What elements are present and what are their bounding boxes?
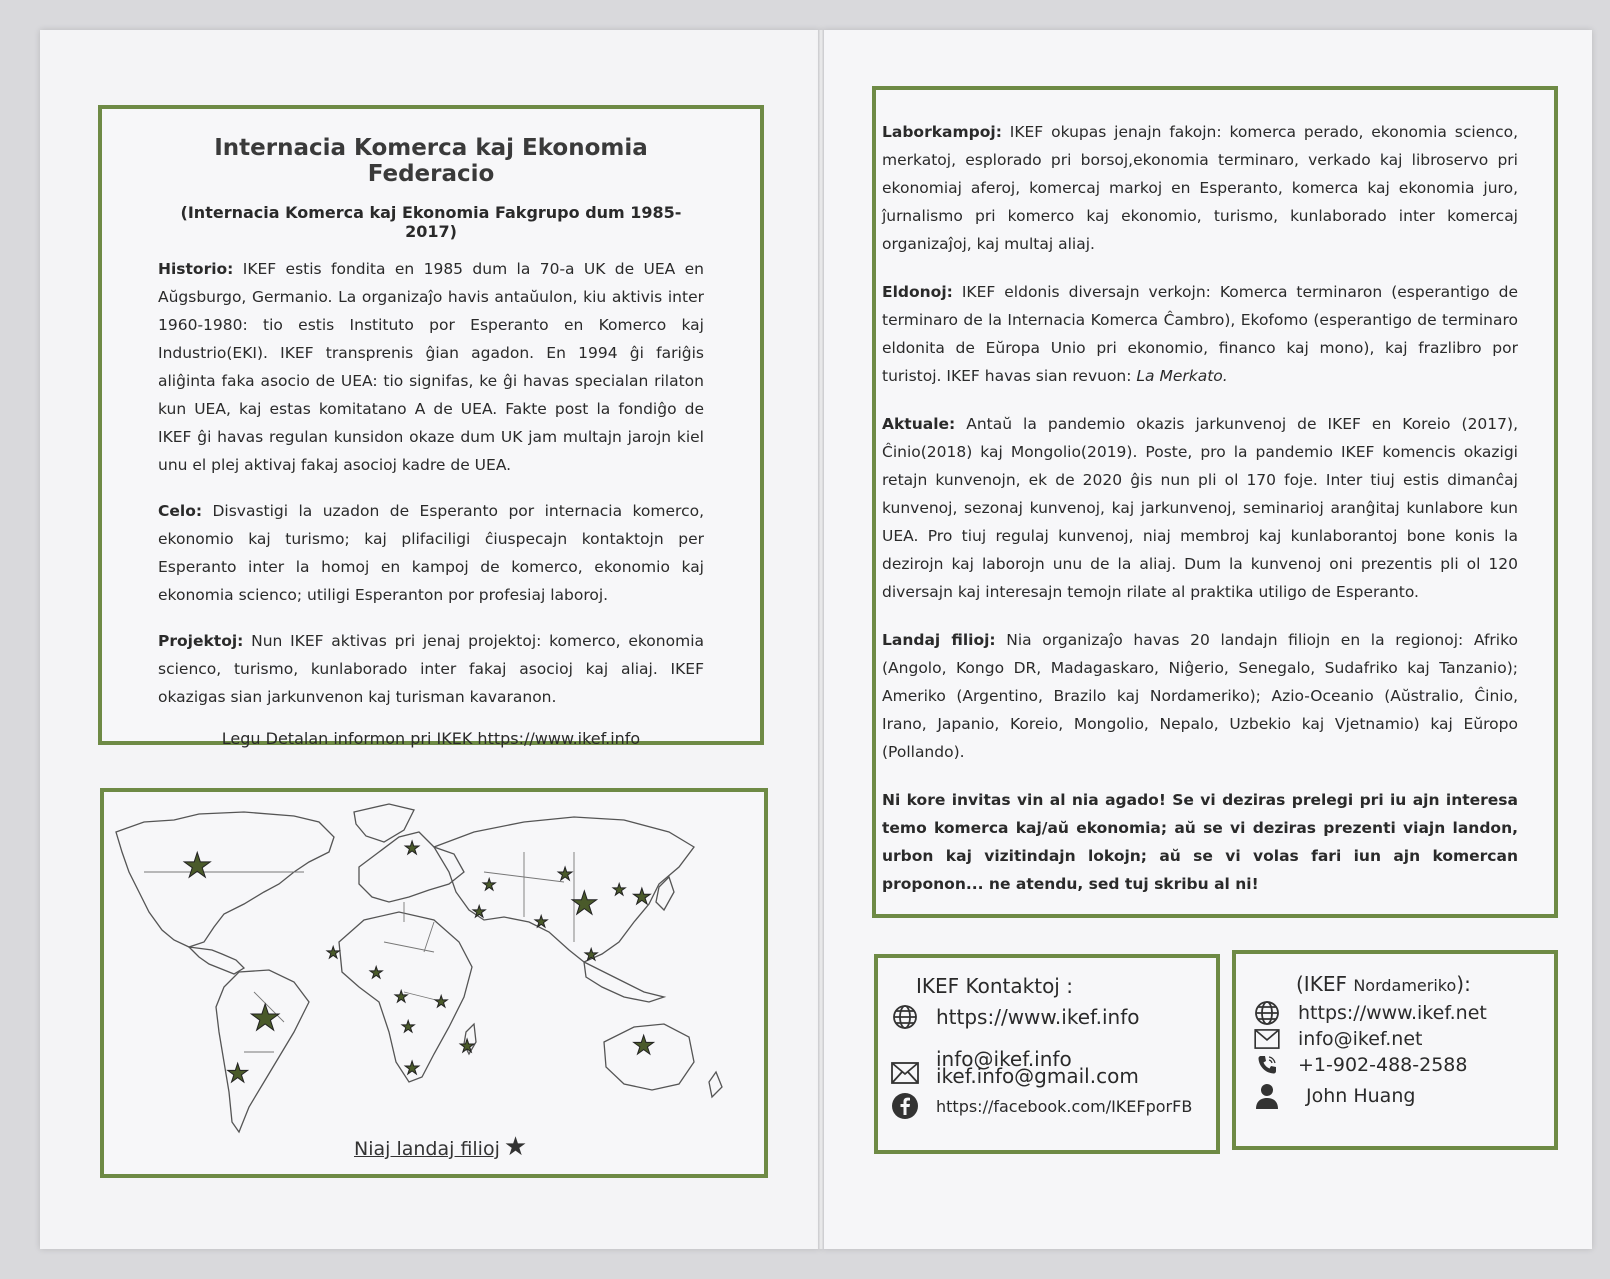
star-tanzania: ★ [434,992,449,1011]
about-title: Internacia Komerca kaj Ekonomia Federacio [214,135,648,187]
star-senegal: ★ [326,943,341,962]
star-icon: ★ [503,1132,528,1162]
projects-text: Nun IKEF aktivas pri jenaj projektoj: komerco, ekonomia scienco, turismo, kunlaborado inter fakaj asocioj kaj aliaj. IKEF okazigas sian jarkunvenon kaj turisman kavaranon. [158,632,704,706]
history-label: Historio: [158,260,234,278]
na-phone[interactable]: +1-902-488-2588 [1298,1054,1468,1076]
about-paragraph-history [158,255,704,479]
contact-email2-row[interactable] [888,1064,1139,1088]
publications-label: Eldonoj: [882,283,953,301]
fields-paragraph-branches [882,626,1518,766]
na-title-end: ): [1456,972,1471,996]
star-madagascar: ★ [459,1036,476,1057]
about-subtitle: (Internacia Komerca kaj Ekonomia Fakgrupo dum 1985-2017) [180,203,682,241]
asia-outline [434,817,694,962]
na-email-row[interactable] [1250,1028,1422,1050]
fields-box [872,86,1558,918]
southeast-asia-outline [584,962,664,1002]
new-zealand-outline [709,1072,722,1097]
na-email[interactable]: info@ikef.net [1298,1028,1423,1050]
contact-facebook[interactable]: https://facebook.com/IKEFporFB [936,1096,1193,1116]
projects-label: Projektoj: [158,632,244,650]
star-north-america: ★ [182,846,213,886]
north-america-box [1232,950,1558,1150]
star-argentina: ★ [226,1059,250,1089]
star-iran: ★ [472,902,487,921]
greenland-outline [354,804,414,842]
star-kongo: ★ [394,987,409,1006]
central-america-outline [189,947,244,974]
current-label: Aktuale: [882,415,956,433]
invitation-text: Ni kore invitas vin al nia agado! Se vi deziras prelegi pri iu ajn interesa temo komerca kaj/aŭ ekonomia; aŭ se vi deziras prezenti viajn landon, urbon kaj vizitindajn lokojn; aŭ se vi volas fari iun ajn komercan proponon... ne atendu, sed tuj skribu al ni! [882,791,1518,893]
about-box [98,105,764,748]
contact-email-1[interactable]: info@ikef.info [936,1047,1072,1071]
world-map [104,792,764,1174]
contact-title: IKEF Kontaktoj : [916,974,1073,998]
history-text: IKEF estis fondita en 1985 dum la 70-a UK de UEA en Aŭgsburgo, Germanio. La organizaĵo havis antaŭulon, kiu aktivis inter 1960-1980: tio estis Instituto por Esperanto en Komerco kaj Industrio(EKI). IKEF transprenis ĝian agadon. En 1994 ĝi fariĝis aliĝinta faka asocio de UEA: tio signifas, ke ĝi havas specialan rilaton kun UEA, kaj estas komitatano A de UEA. Fakte post la fondiĝo de IKEF ĝi havas regulan kunsidon okaze dum UK jam multajn jarojn kiel unu el plej aktivaj fakaj asocioj kadre de UEA. [158,260,704,474]
star-mongolia: ★ [557,864,574,885]
star-brazil: ★ [249,998,282,1039]
publications-text: IKEF eldonis diversajn verkojn: Komerca terminaron (esperantigo de terminaro de la Internacia Komerca Ĉambro), Ekofomo (esperantigo de terminaro eldonita de Eŭropa Unio pri ekonomio, financo kaj mono), kaj frazlibro por turistoj. IKEF havas sian revuon: [882,283,1518,385]
current-text: Antaŭ la pandemio okazis jarkunvenoj de IKEF en Koreio (2017), Ĉinio(2018) kaj Mongolio(2019). Poste, pro la pandemio IKEF komencis okazigi retajn kunvenojn, ek de 2020 ĝis nun pli ol 170 foje. Inter tiuj estis dimanĉaj kunvenoj, sezonaj kunvenoj, kaj jarkunvenoj, seminarioj aranĝitaj kunlabore kun UEA. Pro tiuj regulaj kunvenoj, niaj membroj kaj kunlaborantoj bone konis la dezirojn kaj laborojn unu de la aliaj. Dum la kunvenoj oni prezentis pli ol 120 diversajn kaj interesajn temojn rilate al praktika utiligo de Esperanto. [882,415,1518,601]
world-map-box [100,788,768,1178]
north-america-outline [116,812,334,947]
fields-paragraph-work [882,118,1518,258]
contact-email-2[interactable]: ikef.info@gmail.com [936,1064,1139,1088]
star-china: ★ [570,884,599,922]
star-australia: ★ [632,1031,656,1061]
na-title-main: (IKEF [1296,972,1354,996]
na-phone-row[interactable] [1250,1054,1467,1076]
star-japan: ★ [632,885,652,910]
globe-icon [1250,1000,1284,1026]
na-title [1296,972,1471,996]
about-paragraph-goal [158,497,704,609]
map-caption-text: Niaj landaj filioj [354,1138,500,1160]
star-angola: ★ [401,1017,416,1036]
contact-website-row[interactable] [888,1004,1139,1030]
work-label: Laborkampoj: [882,123,1002,141]
star-vietnam: ★ [584,945,599,964]
na-website[interactable]: https://www.ikef.net [1298,1002,1487,1024]
na-website-row[interactable] [1250,1000,1487,1026]
star-korea: ★ [612,880,627,899]
contact-box [874,954,1220,1154]
contact-facebook-row[interactable] [888,1092,1192,1120]
about-paragraph-projects [158,627,704,711]
goal-label: Celo: [158,502,203,520]
star-nigeria: ★ [369,963,384,982]
na-title-region: Nordameriko [1353,976,1457,995]
map-caption [354,1132,527,1162]
person-icon [1250,1082,1284,1110]
phone-icon [1250,1054,1284,1076]
mail-icon [1250,1029,1284,1049]
page-fold [818,30,824,1249]
globe-icon [888,1004,922,1030]
magazine-title: La Merkato. [1136,367,1228,385]
facebook-icon [888,1092,922,1120]
star-uzbekistan: ★ [482,875,497,894]
work-text: IKEF okupas jenajn fakojn: komerca perado, ekonomia scienco, merkatoj, esplorado pri borsoj,ekonomia terminaro, verkado kaj libroservo pri ekonomiaj aferoj, komercaj markoj en Esperanto, komerca kaj ekonomia juro, ĵurnalismo pri komerco kaj ekonomio, turismo, kunlaborado inter komercaj organizaĵoj, kaj multaj aliaj. [882,123,1518,253]
japan-outline [656,877,674,910]
details-link[interactable]: Legu Detalan informon pri IKEK https://www.ikef.info [221,729,641,748]
goal-text: Disvastigi la uzadon de Esperanto por internacia komerco, ekonomio kaj turismo; kaj plifaciligi ĉiuspecajn kontaktojn per Esperanto inter la homoj en kampoj de komerco, ekonomio kaj ekonomia scienco; utiligi Esperanton por profesiaj laboroj. [158,502,704,604]
na-person-row [1250,1082,1415,1110]
south-america-outline [216,970,309,1132]
fields-paragraph-publications [882,278,1518,390]
star-poland: ★ [404,838,421,859]
star-south-africa: ★ [404,1058,421,1079]
branches-text: Nia organizaĵo havas 20 landajn filiojn en la regionoj: Afriko (Angolo, Kongo DR, Madagaskaro, Niĝerio, Senegalo, Sudafriko kaj Tanzanio); Ameriko (Argentino, Brazilo kaj Nordameriko); Azio-Oceanio (Aŭstralio, Ĉinio, Irano, Japanio, Koreio, Mongolio, Nepalo, Uzbekio kaj Vjetnamio) kaj Eŭropo (Pollando). [882,631,1518,761]
fields-paragraph-current [882,410,1518,606]
branch-stars [182,838,655,1089]
star-nepal: ★ [534,912,549,931]
contact-website[interactable]: https://www.ikef.info [936,1005,1140,1029]
fields-paragraph-invitation [882,786,1518,898]
branches-label: Landaj filioj: [882,631,996,649]
na-person-name: John Huang [1306,1085,1416,1107]
